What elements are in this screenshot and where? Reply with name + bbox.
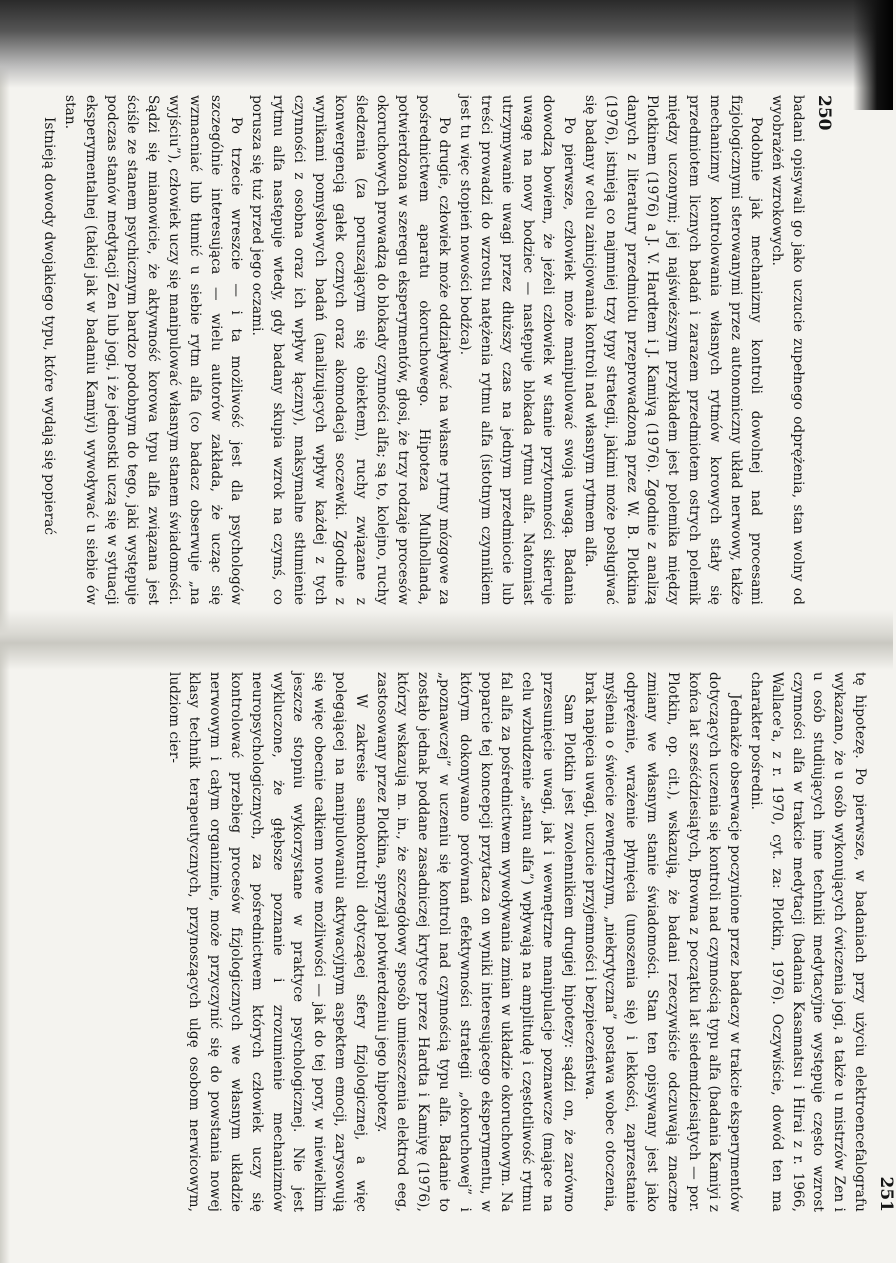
paragraph: Po trzecie wreszcie — i ta możliwość jest dla psychologów szczególnie interesująca — wielu autorów zakłada, że ucząc się wzmacniać lub tłumić u siebie rytm alfa (co badacz obserwuje „na wyjściu”), człowiek uczy się manipulować własnym stanem świadomości. Sądzi się mianowicie, że aktywność korowa typu alfa związana jest ściśle ze stanem psychicznym bardzo podobnym do tego, jaki występuje podczas stanów medytacji Zen lub jogi, i że jednostki uczą się w sytuacji eksperymentalnej (takiej jak w badaniu Kamiyi) wywoływać u siebie ów stan. bbox=[62, 95, 245, 605]
paragraph: Po pierwsze, człowiek może manipulować swoją uwagą. Badania dowodzą bowiem, że jeżeli człowiek w stanie przytomności skieruje uwagę na nowy bodziec — następuje blokada rytmu alfa. Natomiast utrzymywanie uwagi przez dłuższy czas na jednym przedmiocie lub treści prowadzi do wzrostu natężenia rytmu alfa (istotnym czynnikiem jest tu więc stopień nowości bodźca). bbox=[457, 95, 578, 605]
paragraph: Po drugie, człowiek może oddziaływać na własne rytmy mózgowe za pośrednictwem aparatu okoruchowego. Hipoteza Mulhollanda, potwierdzona w szeregu eksperymentów, głosi, że trzy rodzaje procesów okoruchowych prowadzą do blokady czynności alfa; są to, kolejno, ruchy śledzenia (za poruszającym się obiektem), ruchy związane z konwergencją gałek ocznych oraz akomodacja soczewki. Zgodnie z wynikami pomysłowych badań (analizujących wpływ każdej z tych czynności z osobna oraz ich wpływ łączny), maksymalne stłumienie rytmu alfa następuje wtedy, gdy badany skupia wzrok na czymś, co porusza się tuż przed jego oczami. bbox=[249, 95, 453, 605]
page-number: 250 bbox=[814, 95, 834, 131]
page-body-text bbox=[39, 95, 808, 605]
paragraph: Jednakże obserwacje poczynione przez badaczy w trakcie eksperymentów dotyczących uczenia się kontroli nad czynnością typu alfa (badania Kamiyi z końca lat sześćdziesiątych, Browna z początku lat siedemdziesiątych — por. Plotkin, op. cit.), wskazują, że badani rzeczywiście odczuwają znaczne zmiany we własnym stanie świadomości. Stan ten opisywany jest jako odprężenie, wrażenie płynięcia (unoszenia się) i lekkości, zaprzestanie myślenia o świecie zewnętrznym, „niekrytyczna” postawa wobec otoczenia, brak napięcia uwagi, uczucie przyjemności i bezpieczeństwa. bbox=[581, 672, 744, 1212]
scanner-top-shadow bbox=[0, 0, 893, 88]
paragraph: tę hipotezę. Po pierwsze, w badaniach przy użyciu elektroencefalografu wykazano, że u osób wykonujących ćwiczenia jogi, a także u mistrzów Zen i u osób studiujących inne techniki medytacyjne występuje często wzrost czynności alfa w trakcie medytacji (badania Kasamatsu i Hirai z r. 1966, Wallace'a, z r. 1970, cyt. za: Plotkin, 1976). Oczywiście, dowód ten ma charakter pośredni. bbox=[748, 672, 868, 1212]
scanner-corner-shadow bbox=[853, 0, 893, 110]
paragraph: badani opisywali go jako uczucie zupełnego odprężenia, stan wolny od wyobrażeń wzrokowych. bbox=[769, 95, 806, 605]
paragraph: Sam Plotkin jest zwolennikiem drugiej hipotezy: sądzi on, że zarówno przesunięcie uwagi, jak i wewnętrzne manipulacje poznawcze (mające na celu wzbudzenie „stanu alfa”) wpływają na amplitudę i częstotliwość rytmu fal alfa za pośrednictwem wywoływania zmian w układzie okoruchowym. Na poparcie tej koncepcji przytacza on wyniki interesującego eksperymentu, w którym dokonywano porównań efektywności strategii „okoruchowej” i „poznawczej” w uczeniu się kontroli nad czynnością typu alfa. Badanie to zostało jednak poddane zasadniczej krytyce przez Hardta i Kamiyę (1976), którzy wskazują m. in., że szczegółowy sposób umieszczenia elektrod eeg, zastosowany przez Plotkina, sprzyjał potwierdzeniu jego hipotezy. bbox=[373, 672, 577, 1212]
paragraph: W zakresie samokontroli dotyczącej sfery fizjologicznej, a więc polegającej na manipulowaniu aktywacyjnym aspektem emocji, zarysowują się więc obecnie całkiem nowe możliwości — jak do tej pory, w niewielkim jeszcze stopniu wykorzystane w praktyce psychologicznej. Nie jest wykluczone, że głębsze poznanie i zrozumienie mechanizmów neuropsychologicznych, za pośrednictwem których człowiek uczy się kontrolować przebieg procesów fizjologicznych we własnym układzie nerwowym i całym organizmie, może przyczynić się do powstania nowej klasy technik terapeutycznych, przynoszących ulgę osobom nerwicowym, ludziom cier- bbox=[165, 672, 369, 1212]
book-spine-gutter bbox=[0, 610, 893, 670]
left-page bbox=[41, 95, 834, 605]
right-page bbox=[80, 672, 896, 1212]
page-body-text bbox=[163, 672, 870, 1212]
page-number: 251 bbox=[876, 1176, 896, 1212]
paragraph: Istnieją dowody dwojakiego typu, które wydają się popierać bbox=[41, 117, 58, 536]
paragraph: Podobnie jak mechanizmy kontroli dowolnej nad procesami fizjologicznymi sterowanymi przez autonomiczny układ nerwowy, także mechanizmy kontrolowania własnych rytmów korowych stały się przedmiotem licznych badań i zarazem przedmiotem ostrych polemik między uczonymi; jej najświeższym przykładem jest polemika między Plotkinem (1976) a J. V. Hardtem i J. Kamiyą (1976). Zgodnie z analizą danych z literatury przedmiotu przeprowadzoną przez W. B. Plotkina (1976), istnieją co najmniej trzy typy strategii, jakimi może posługiwać się badany w celu zainicjowania kontroli nad własnym rytmem alfa. bbox=[582, 95, 765, 605]
